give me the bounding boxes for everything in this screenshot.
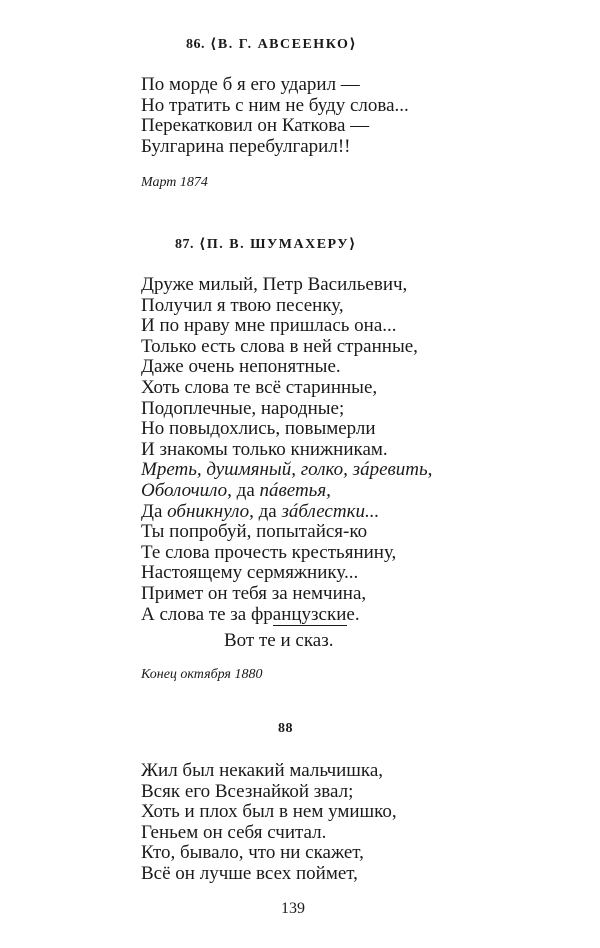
verse-line: Кто, бывало, что ни скажет, — [141, 842, 364, 864]
verse-word: Да — [141, 500, 168, 522]
verse-line: Всяк его Всезнайкой звал; — [141, 780, 354, 802]
poem-86-text — [141, 75, 409, 157]
verse-line: Друже милый, Петр Васильевич, — [141, 274, 408, 295]
verse-line: И знакомы только книжникам. — [141, 438, 388, 460]
verse-line: Мреть, душмяный, голко, зáревить, — [141, 459, 433, 481]
poem-87-number: 87. — [175, 237, 194, 252]
verse-line — [141, 481, 432, 502]
poem-86-date: Март 1874 — [141, 175, 208, 190]
verse-line: Настоящему сермяжнику... — [141, 562, 359, 584]
poem-88-heading — [278, 721, 293, 737]
verse-line: Хоть слова те всё старинные, — [141, 376, 378, 398]
verse-word: пáветья, — [259, 479, 331, 501]
verse-line: Получил я твою песенку, — [141, 294, 344, 316]
poem-87-closing: Вот те и сказ. — [224, 630, 334, 651]
verse-line: Геньем он себя считал. — [141, 821, 327, 843]
section-divider — [273, 625, 347, 626]
verse-word: обникнуло, — [167, 500, 254, 522]
verse-line: А слова те за французские. — [141, 603, 360, 625]
poem-87-heading — [175, 236, 357, 253]
poem-87-text — [141, 275, 432, 625]
poem-86-number: 86. — [186, 37, 205, 52]
verse-line: Хоть и плох был в нем умишко, — [141, 801, 397, 823]
verse-word: Оболочило, — [141, 479, 232, 501]
verse-line: И по нраву мне пришлась она... — [141, 315, 397, 337]
verse-line: Перекатковил он Каткова — — [141, 115, 370, 137]
poem-87-title: ⟨П. В. ШУМАХЕРУ⟩ — [199, 237, 357, 252]
poem-87-date: Конец октября 1880 — [141, 667, 263, 682]
verse-line: Но повыдохлись, повымерли — [141, 418, 376, 440]
verse-line: Даже очень непонятные. — [141, 356, 341, 378]
verse-line: Примет он тебя за немчина, — [141, 582, 367, 604]
page-number: 139 — [281, 900, 305, 917]
verse-line: Ты попробуй, попытайся-ко — [141, 521, 368, 543]
poem-86-heading — [186, 36, 357, 53]
verse-line: Те слова прочесть крестьянину, — [141, 541, 397, 563]
poem-88-number: 88 — [278, 721, 293, 736]
poem-88-text — [141, 761, 397, 885]
verse-line — [141, 502, 432, 523]
verse-word: да — [231, 479, 260, 501]
verse-line: Всё он лучше всех поймет, — [141, 862, 358, 884]
verse-line: Подоплечные, народные; — [141, 397, 345, 419]
verse-word: зáблестки... — [281, 500, 380, 522]
verse-word: да — [253, 500, 282, 522]
verse-line: Только есть слова в ней странные, — [141, 335, 418, 357]
poem-86-title: ⟨В. Г. АВСЕЕНКО⟩ — [210, 37, 358, 52]
verse-line: Булгарина перебулгарил!! — [141, 135, 351, 157]
verse-line: Но тратить с ним не буду слова... — [141, 94, 409, 116]
verse-line: По морде б я его ударил — — [141, 74, 360, 95]
verse-line: Жил был некакий мальчишка, — [141, 760, 384, 781]
